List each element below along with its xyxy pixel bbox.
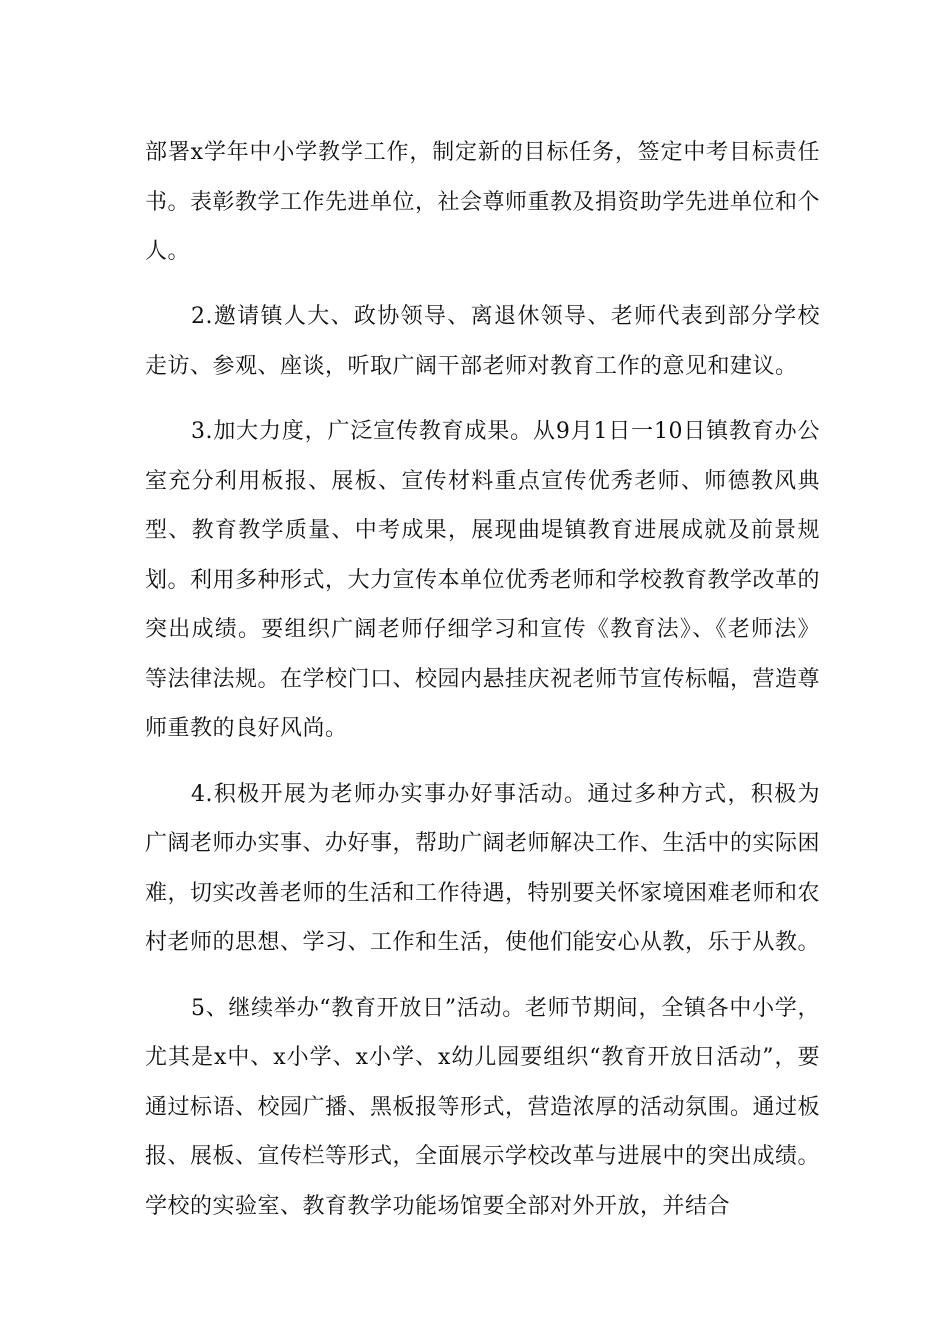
paragraph-continuation: 部署x学年中小学教学工作，制定新的目标任务，签定中考目标责任书。表彰教学工作先进单位，社会尊师重教及捐资助学先进单位和个人。 bbox=[145, 140, 821, 264]
paragraph-item-2: 2.邀请镇人大、政协领导、离退休领导、老师代表到部分学校走访、参观、座谈，听取广阔干部老师对教育工作的意见和建议。 bbox=[145, 304, 820, 379]
document-body bbox=[145, 128, 820, 1231]
paragraph-item-4: 4.积极开展为老师办实事办好事活动。通过多种方式，积极为广阔老师办实事、办好事，帮助广阔老师解决工作、生活中的实际困难，切实改善老师的生活和工作待遇，特别要关怀家境困难老师和农村老师的思想、学习、工作和生活，使他们能安心从教，乐于从教。 bbox=[145, 781, 821, 955]
paragraph-item-3: 3.加大力度，广泛宣传教育成果。从9月1日一10日镇教育办公室充分利用板报、展板、宣传材料重点宣传优秀老师、师德教风典型、教育教学质量、中考成果，展现曲堤镇教育进展成就及前景规划。利用多种形式，大力宣传本单位优秀老师和学校教育教学改革的突出成绩。要组织广阔老师仔细学习和宣传《教育法》、《老师法》等法律法规。在学校门口、校园内悬挂庆祝老师节宣传标幅，营造尊师重教的良好风尚。 bbox=[145, 419, 821, 741]
paragraph-item-5: 5、继续举办“教育开放日”活动。老师节期间，全镇各中小学，尤其是x中、x小学、x小学、x幼儿园要组织“教育开放日活动”，要通过标语、校园广播、黑板报等形式，营造浓厚的活动氛围。通过板报、展板、宣传栏等形式，全面展示学校改革与进展中的突出成绩。学校的实验室、教育教学功能场馆要全部对外开放，并结合 bbox=[145, 995, 821, 1219]
